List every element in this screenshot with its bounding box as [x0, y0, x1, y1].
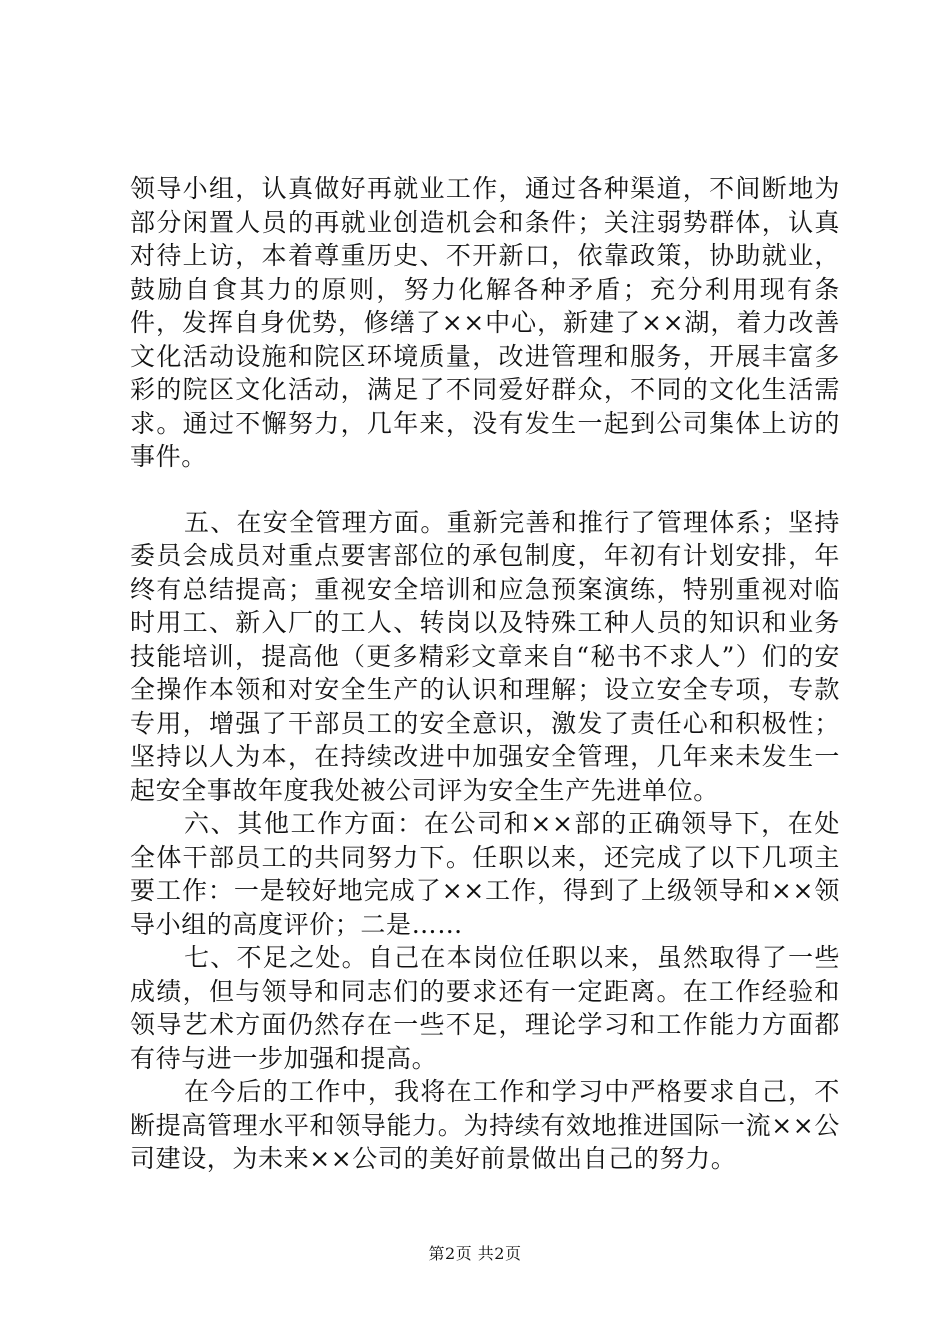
- paragraph-other-work: 六、其他工作方面：在公司和××部的正确领导下，在处全体干部员工的共同努力下。任职以来，还完成了以下几项主要工作：一是较好地完成了××工作，得到了上级领导和××领导小组的高度评价；二是……: [130, 809, 840, 939]
- page-number-footer: 第2页 共2页: [428, 1244, 522, 1263]
- paragraph-continuation: 领导小组，认真做好再就业工作，通过各种渠道，不间断地为部分闲置人员的再就业创造机会和条件；关注弱势群体，认真对待上访，本着尊重历史、不开新口，依靠政策，协助就业，鼓励自食其力的原则，努力化解各种矛盾；充分利用现有条件，发挥自身优势，修缮了××中心，新建了××湖，着力改善文化活动设施和院区环境质量，改进管理和服务，开展丰富多彩的院区文化活动，满足了不同爱好群众，不同的文化生活需求。通过不懈努力，几年来，没有发生一起到公司集体上访的事件。: [130, 174, 840, 471]
- document-body: [130, 172, 840, 1176]
- paragraph-shortcomings: 七、不足之处。自己在本岗位任职以来，虽然取得了一些成绩，但与领导和同志们的要求还有一定距离。在工作经验和领导艺术方面仍然存在一些不足，理论学习和工作能力方面都有待与进一步加强和提高。: [130, 943, 840, 1073]
- paragraph-safety-management: 五、在安全管理方面。重新完善和推行了管理体系；坚持委员会成员对重点要害部位的承包制度，年初有计划安排，年终有总结提高；重视安全培训和应急预案演练，特别重视对临时用工、新入厂的工人、转岗以及特殊工种人员的知识和业务技能培训，提高他（更多精彩文章来自“秘书不求人”）们的安全操作本领和对安全生产的认识和理解；设立安全专项，专款专用，增强了干部员工的安全意识，激发了责任心和积极性；坚持以人为本，在持续改进中加强安全管理，几年来未发生一起安全事故年度我处被公司评为安全生产先进单位。: [130, 507, 840, 805]
- paragraph-future-work: 在今后的工作中，我将在工作和学习中严格要求自己，不断提高管理水平和领导能力。为持续有效地推进国际一流××公司建设，为未来××公司的美好前景做出自己的努力。: [130, 1077, 840, 1173]
